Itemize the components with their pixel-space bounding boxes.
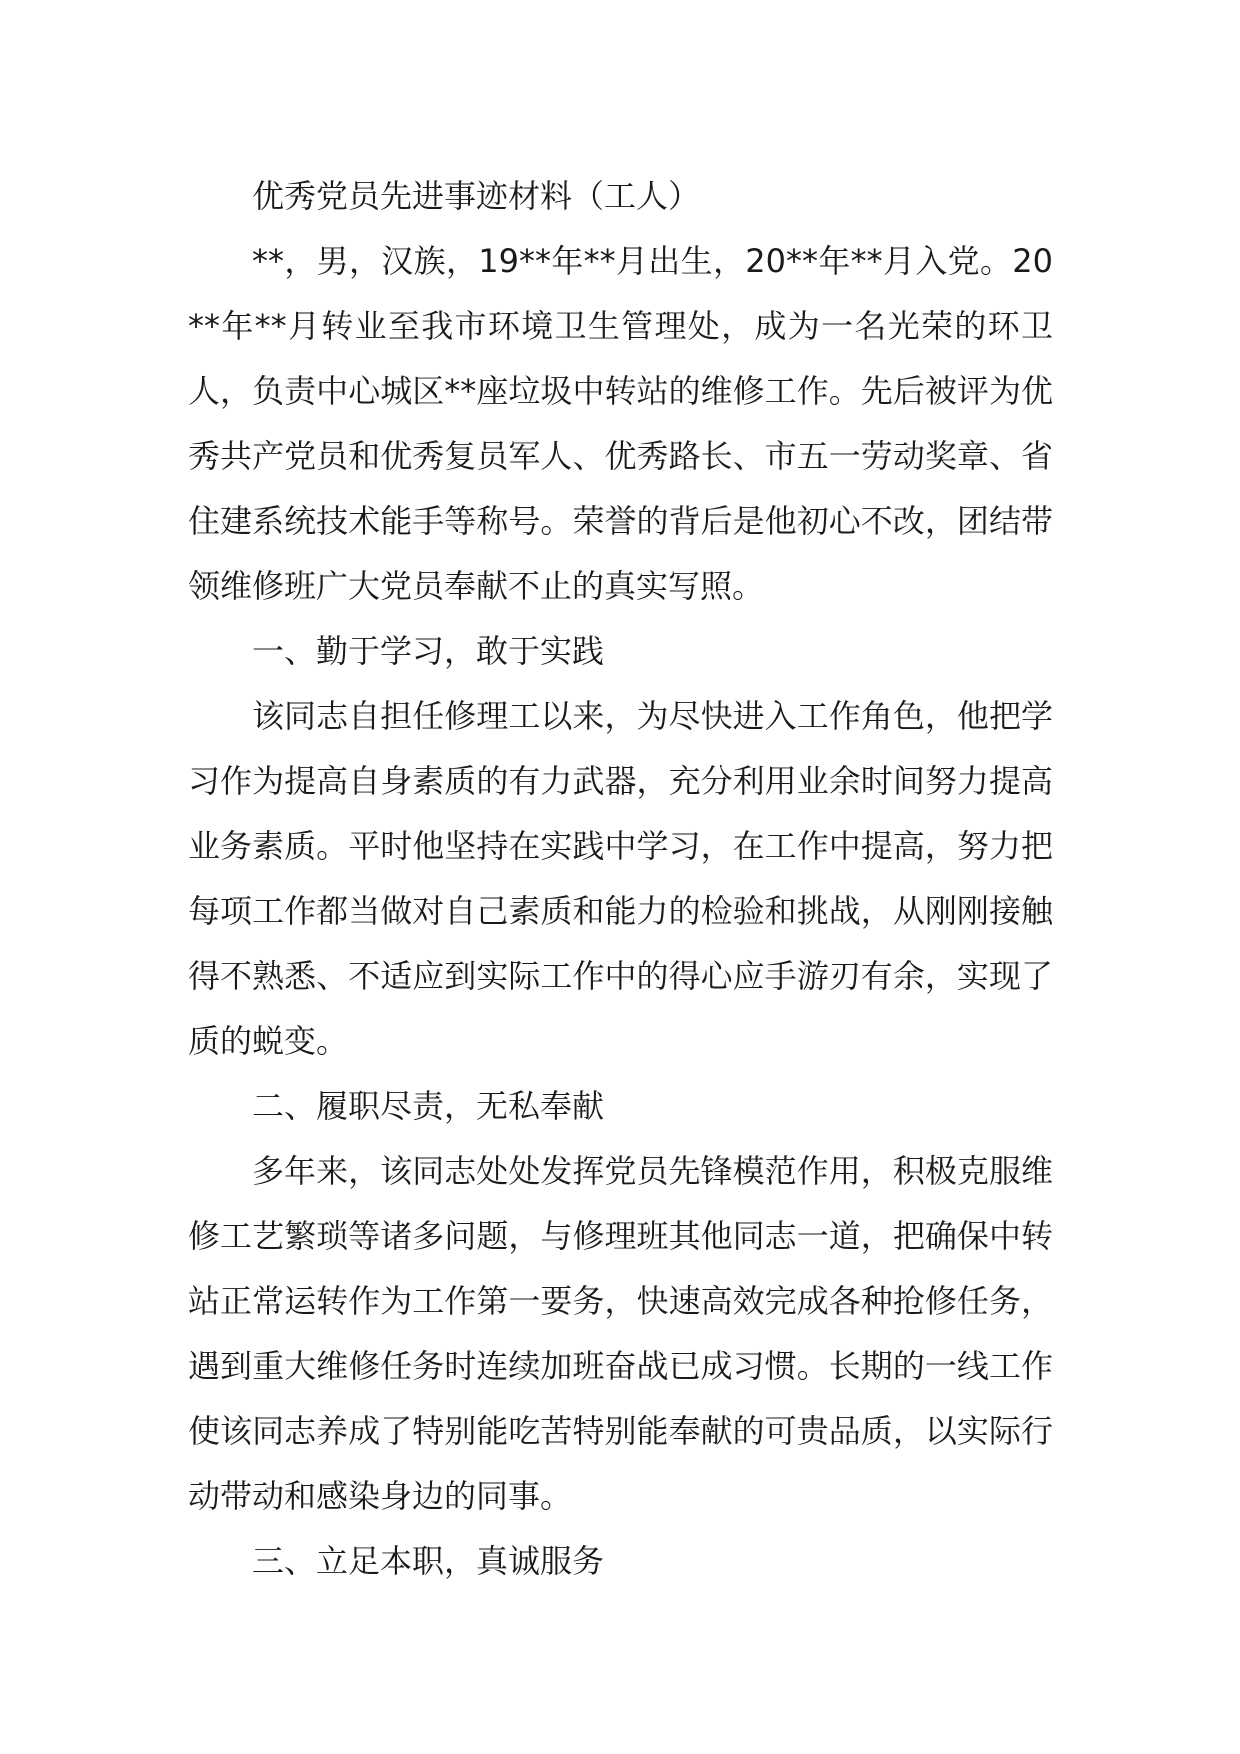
document-body (188, 164, 1053, 1594)
section-heading: 二、履职尽责，无私奉献 (252, 1087, 605, 1125)
section-paragraph: 多年来，该同志处处发挥党员先锋模范作用，积极克服维修工艺繁琐等诸多问题，与修理班其他同志一道，把确保中转站正常运转作为工作第一要务，快速高效完成各种抢修任务，遇到重大维修任务时连续加班奋战已成习惯。长期的一线工作使该同志养成了特别能吃苦特别能奉献的可贵品质，以实际行动带动和感染身边的同事。 (188, 1152, 1053, 1515)
section-heading: 一、勤于学习，敢于实践 (252, 632, 605, 670)
intro-paragraph: **，男，汉族，19**年**月出生，20**年**月入党。20**年**月转业至我市环境卫生管理处，成为一名光荣的环卫人，负责中心城区**座垃圾中转站的维修工作。先后被评为优秀共产党员和优秀复员军人、优秀路长、市五一劳动奖章、省住建系统技术能手等称号。荣誉的背后是他初心不改，团结带领维修班广大党员奉献不止的真实写照。 (188, 242, 1053, 605)
document-title: 优秀党员先进事迹材料（工人） (252, 177, 701, 215)
section-heading: 三、立足本职，真诚服务 (252, 1542, 605, 1580)
section-paragraph: 该同志自担任修理工以来，为尽快进入工作角色，他把学习作为提高自身素质的有力武器，充分利用业余时间努力提高业务素质。平时他坚持在实践中学习，在工作中提高，努力把每项工作都当做对自己素质和能力的检验和挑战，从刚刚接触得不熟悉、不适应到实际工作中的得心应手游刃有余，实现了质的蜕变。 (188, 697, 1053, 1060)
